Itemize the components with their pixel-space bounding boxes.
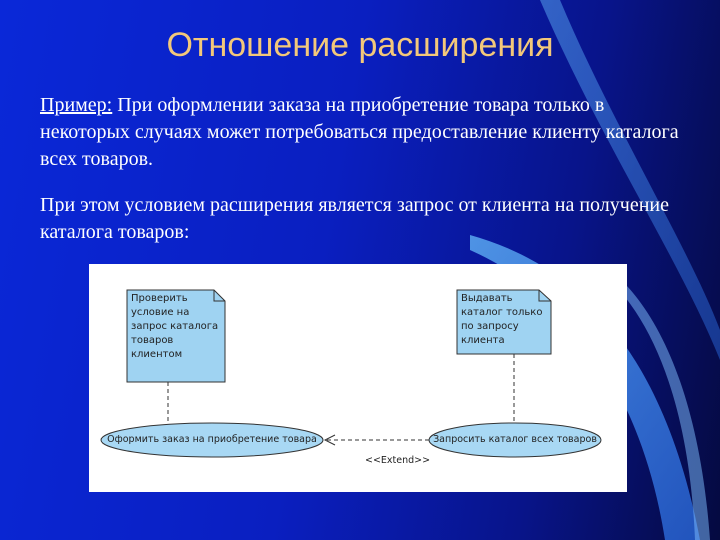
example-paragraph [40,92,680,173]
condition-paragraph: При этом условием расширения является запрос от клиента на получение каталога товаров: [40,194,669,243]
note-left-text: Проверить условие на запрос каталога товаров клиентом [131,293,219,360]
extend-stereotype-label: <<Extend>> [365,455,431,466]
usecase-left-label: Оформить заказ на приобретение товара [107,434,317,445]
slide-title: Отношение расширения [166,26,554,64]
uml-diagram [89,264,627,492]
note-right-text: Выдавать каталог только по запросу клиента [461,293,543,346]
usecase-right-label: Запросить каталог всех товаров [433,434,597,445]
example-label: Пример: [40,94,113,116]
example-text: При оформлении заказа на приобретение товара только в некоторых случаях может потребоваться предоставление клиенту каталога всех товаров. [40,94,679,170]
